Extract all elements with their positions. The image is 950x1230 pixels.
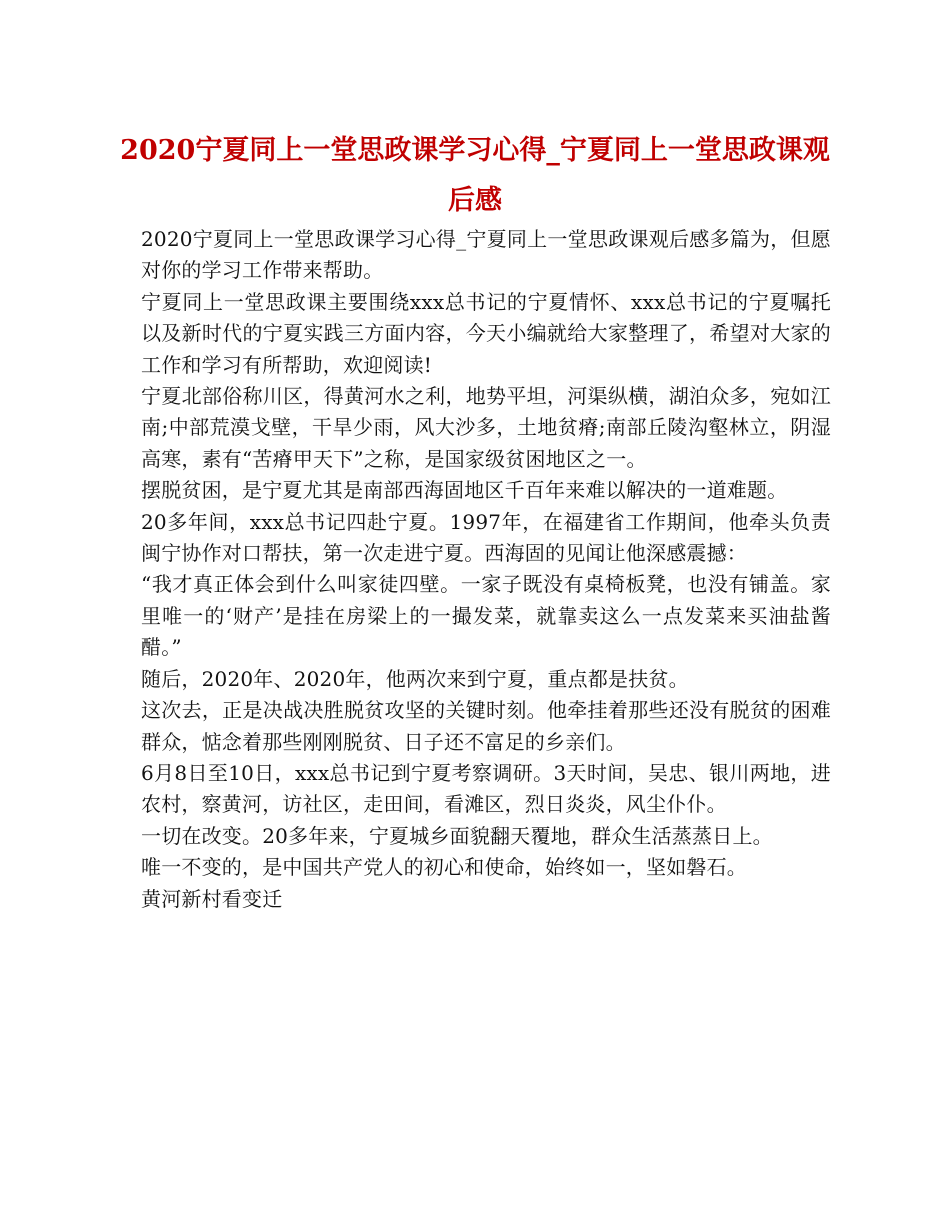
paragraph-later-visits: 随后，2020年、2020年，他两次来到宁夏，重点都是扶贫。 [141,666,689,691]
paragraph-unchanged: 唯一不变的，是中国共产党人的初心和使命，始终如一，坚如磐石。 [141,855,747,880]
paragraph-intro: 2020宁夏同上一堂思政课学习心得_宁夏同上一堂思政课观后感多篇为，但愿对你的学习工作带来帮助。 [141,227,831,283]
section-heading-yellow-river-village: 黄河新村看变迁 [141,886,283,911]
paragraph-poverty: 摆脱贫困，是宁夏尤其是南部西海固地区千百年来难以解决的一道难题。 [141,478,788,503]
document-title: 2020宁夏同上一堂思政课学习心得_宁夏同上一堂思政课观后感 [120,135,830,216]
paragraph-this-visit: 这次去，正是决战决胜脱贫攻坚的关键时刻。他牵挂着那些还没有脱贫的困难群众，惦念着那些刚刚脱贫、日子还不富足的乡亲们。 [141,698,831,754]
document-body [141,224,831,915]
paragraph-inspection: 6月8日至10日，xxx总书记到宁夏考察调研。3天时间，吴忠、银川两地，进农村，察黄河，访社区，走田间，看滩区，烈日炎炎，风尘仆仆。 [141,760,831,817]
paragraph-geography: 宁夏北部俗称川区，得黄河水之利，地势平坦，河渠纵横，湖泊众多，宛如江南;中部荒漠戈壁，干旱少雨，风大沙多，土地贫瘠;南部丘陵沟壑林立，阴湿高寒，素有“苦瘠甲天下”之称，是国家级贫困地区之一。 [141,384,831,471]
paragraph-quote: “我才真正体会到什么叫家徒四壁。一家子既没有桌椅板凳，也没有铺盖。家里唯一的‘财产’是挂在房梁上的一撮发菜，就靠卖这么一点发菜来买油盐酱醋。” [141,572,831,660]
paragraph-change: 一切在改变。20多年来，宁夏城乡面貌翻天覆地，群众生活蒸蒸日上。 [141,823,773,848]
paragraph-summary: 宁夏同上一堂思政课主要围绕xxx总书记的宁夏情怀、xxx总书记的宁夏嘱托以及新时代的宁夏实践三方面内容，今天小编就给大家整理了，希望对大家的工作和学习有所帮助，欢迎阅读! [141,289,831,377]
paragraph-visits: 20多年间，xxx总书记四赴宁夏。1997年，在福建省工作期间，他牵头负责闽宁协作对口帮扶，第一次走进宁夏。西海固的见闻让他深感震撼： [141,509,831,566]
